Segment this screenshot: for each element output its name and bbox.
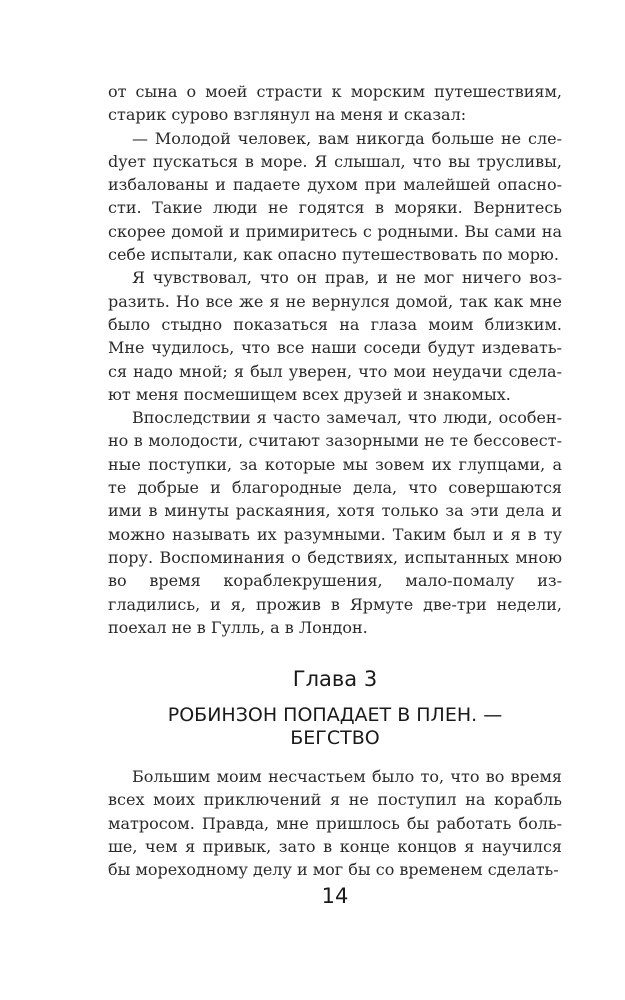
paragraph: Большим моим несчастьем было то, что во время всех моих приключений я не поступил на корабль матросом. Правда, мне пришлось бы работать больше, чем я привык, зато в конце концов я научился бы мореходному делу и мог бы со временем сделать- <box>108 767 562 880</box>
paragraph: Впоследствии я часто замечал, что люди, особенно в молодости, считают зазорными не те бессовестные поступки, за которые мы зовем их глупцами, а те добрые и благородные дела, что совершаются ими в минуты раскаяния, хотя только за эти дела и можно называть их разумными. Таким был и я в ту пору. Воспоминания о бедствиях, испытанных мною во время кораблекрушения, мало-помалу изгладились, и я, прожив в Ярмуте две-три недели, поехал не в Гулль, а в Лондон. <box>108 408 562 637</box>
chapter-title-line: БЕГСТВО <box>290 727 380 749</box>
text-block-top <box>108 80 562 639</box>
page-number: 14 <box>321 884 349 908</box>
chapter-number: Глава 3 <box>292 667 378 691</box>
chapter-title <box>108 704 562 750</box>
paragraph: Я чувствовал, что он прав, и не мог ничего возразить. Но все же я не вернулся домой, так как мне было стыдно показаться на глаза моим близким. Мне чудилось, что все наши соседи будут издеваться надо мной; я был уверен, что мои неудачи сделают меня посмешищем всех друзей и знакомых. <box>108 268 562 404</box>
paragraph: от сына о моей страсти к морским путешествиям, старик сурово взглянул на меня и сказал: <box>108 82 562 125</box>
paragraph: — Молодой человек, вам никогда больше не слеdует пускаться в море. Я слышал, что вы трусливы, избалованы и падаете духом при малейшей опасности. Такие люди не годятся в моряки. Вернитесь скорее домой и примиритесь с родными. Вы сами на себе испытали, как опасно путешествовать по морю. <box>108 128 562 265</box>
chapter-title-line: РОБИНЗОН ПОПАДАЕТ В ПЛЕН. — <box>167 704 503 726</box>
text-block-bottom <box>108 765 562 881</box>
